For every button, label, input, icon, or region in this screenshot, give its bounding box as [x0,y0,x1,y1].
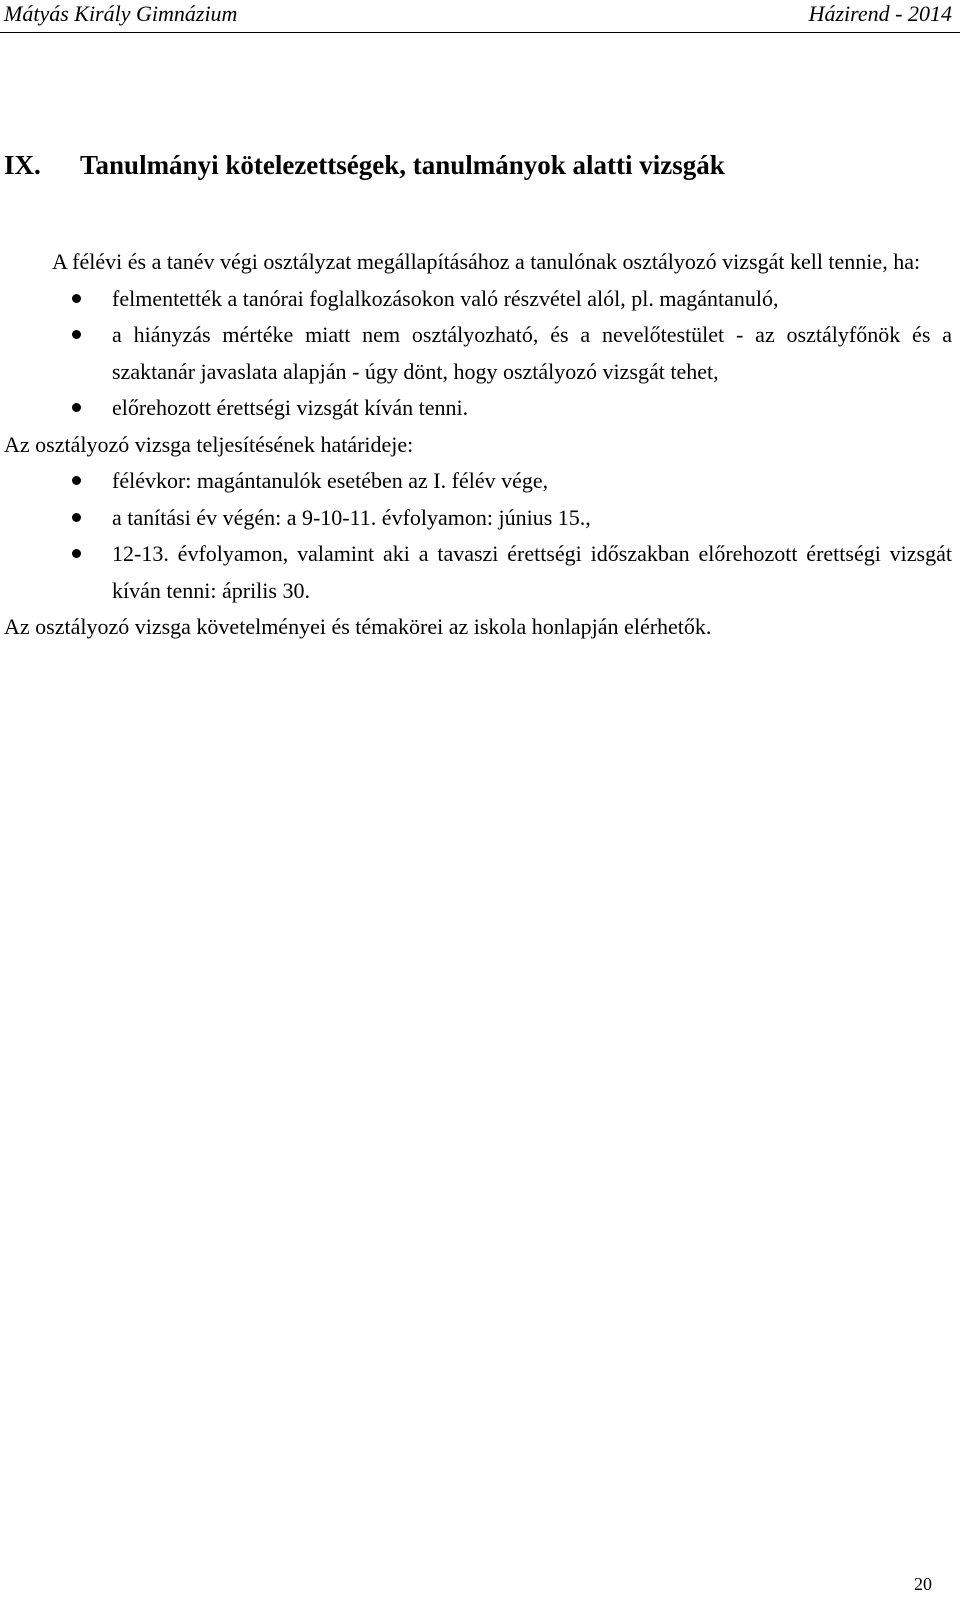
school-name: Mátyás Király Gimnázium [4,1,238,26]
closing-paragraph: Az osztályozó vizsga követelményei és témakörei az iskola honlapján elérhetők. [4,614,712,639]
list-item-text: a hiányzás mértéke miatt nem osztályozható, és a nevelőtestület - az osztályfőnök és a szaktanár javaslata alapján - úgy dönt, hogy osztályozó vizsgát tehet, [112,322,952,384]
section-title: Tanulmányi kötelezettségek, tanulmányok alatti vizsgák [80,150,725,180]
page-number: 20 [914,1574,932,1594]
list-item [4,390,952,427]
list-item [4,281,952,318]
section-heading [4,148,725,182]
page-header [0,0,960,33]
list-item-text: 12-13. évfolyamon, valamint aki a tavaszi érettségi időszakban előrehozott érettségi vizsgát kíván tenni: április 30. [112,541,952,603]
document-body [4,244,952,646]
conditions-list [4,281,952,427]
bullet-icon [72,294,81,303]
list-item-text: előrehozott érettségi vizsgát kíván tenni. [112,395,469,420]
deadlines-list [4,463,952,609]
list-item [4,317,952,390]
list-item [4,536,952,609]
deadlines-intro: Az osztályozó vizsga teljesítésének határideje: [4,431,414,457]
bullet-icon [72,549,81,558]
bullet-icon [72,513,81,522]
bullet-icon [72,330,81,339]
list-item [4,463,952,500]
document-title: Házirend - 2014 [808,1,952,26]
bullet-icon [72,403,81,412]
bullet-icon [72,476,81,485]
list-item-text: felmentették a tanórai foglalkozásokon való részvétel alól, pl. magántanuló, [112,285,779,311]
list-item-text: félévkor: magántanulók esetében az I. félév vége, [112,468,549,493]
section-number: IX. [4,150,41,180]
list-item [4,500,952,537]
list-item-text: a tanítási év végén: a 9-10-11. évfolyamon: június 15., [112,504,591,530]
intro-paragraph: A félévi és a tanév végi osztályzat megállapításához a tanulónak osztályozó vizsgát kell tennie, ha: [52,249,921,274]
